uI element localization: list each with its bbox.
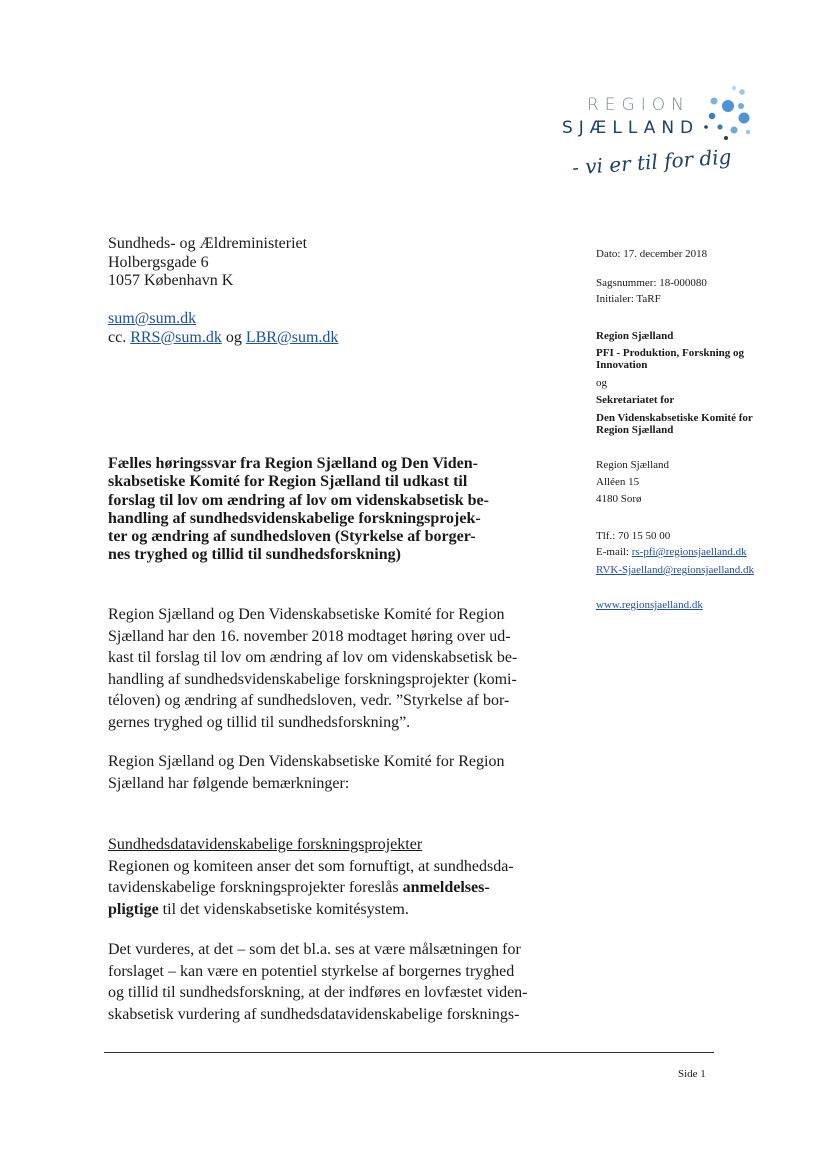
- paragraph-line: gernes tryghed og tillid til sundhedsforskning”.: [108, 713, 411, 731]
- paragraph-line: téloven) og ændring af sundhedsloven, vedr. ”Styrkelse af bor-: [108, 692, 510, 709]
- sidebar-org: Region Sjælland: [596, 330, 674, 342]
- sidebar-addr-city: 4180 Sorø: [596, 493, 642, 505]
- paragraph-2: [108, 751, 578, 794]
- p3-line2-text: tavidenskabelige forskningsprojekter foreslås: [108, 879, 403, 896]
- paragraph-line: [108, 899, 578, 921]
- logo-dots-icon: [700, 82, 760, 144]
- email-cc2-link[interactable]: LBR@sum.dk: [245, 329, 339, 346]
- sidebar-dept-line2: Innovation: [596, 359, 648, 371]
- email-block: [108, 309, 338, 347]
- paragraph-line: skabsetisk vurdering af sundhedsdatavidenskabelige forsknings-: [108, 1005, 520, 1023]
- p3-line3-bold: pligtige: [108, 900, 159, 918]
- logo-sjaelland-text: SJÆLLAND: [562, 118, 700, 138]
- cc-prefix: cc.: [108, 329, 127, 346]
- recipient-city: 1057 København K: [108, 272, 234, 289]
- heading-line: nes tryghed og tillid til sundhedsforskning): [108, 546, 401, 564]
- sidebar-phone: Tlf.: 70 15 50 00: [596, 530, 671, 542]
- paragraph-line: Det vurderes, at det – som det bl.a. ses at være målsætningen for: [108, 941, 521, 958]
- section-sundhedsdata: [108, 834, 578, 920]
- sidebar-email2-link[interactable]: RVK-Sjaelland@regionsjaelland.dk: [596, 564, 755, 576]
- section-subheading: Sundhedsdatavidenskabelige forskningsprojekter: [108, 836, 423, 853]
- paragraph-line: handling af sundhedsvidenskabelige forskningsprojekter (komi-: [108, 670, 517, 688]
- email-cc1-link[interactable]: RRS@sum.dk: [130, 329, 222, 346]
- letter-heading: [108, 455, 578, 565]
- sidebar-date: Dato: 17. december 2018: [596, 248, 708, 260]
- paragraph-line: Regionen og komiteen anser det som fornuftigt, at sundhedsda-: [108, 857, 514, 875]
- heading-line: Fælles høringssvar fra Region Sjælland og Den Viden-: [108, 455, 478, 472]
- sidebar-website-link[interactable]: www.regionsjaelland.dk: [596, 599, 703, 611]
- sidebar-initials: Initialer: TaRF: [596, 293, 661, 305]
- sidebar-case-number: Sagsnummer: 18-000080: [596, 277, 707, 289]
- footer-divider: [104, 1052, 714, 1053]
- sidebar-website-row: [596, 599, 703, 612]
- p3-line2-bold: anmeldelses-: [402, 879, 490, 896]
- logo-tagline: - vi er til for dig: [571, 144, 733, 180]
- email-to-link[interactable]: sum@sum.dk: [108, 310, 197, 327]
- recipient-street: Holbergsgade 6: [108, 253, 209, 271]
- sidebar-addr-name: Region Sjælland: [596, 459, 670, 471]
- p3-line3-text: til det videnskabsetiske komitésystem.: [158, 900, 409, 918]
- heading-line: skabsetiske Komité for Region Sjælland til udkast til: [108, 473, 468, 491]
- paragraph-line: kast til forslag til lov om ændring af lov om videnskabsetisk be-: [108, 649, 518, 666]
- sidebar-email-label: E-mail:: [596, 546, 629, 558]
- heading-line: forslag til lov om ændring af lov om videnskabsetisk be-: [108, 491, 489, 509]
- sidebar-og: og: [596, 377, 607, 389]
- sidebar-secretariat-line2: Den Videnskabsetiske Komité for: [596, 412, 753, 424]
- sidebar-email1-link[interactable]: rs-pfi@regionsjaelland.dk: [631, 546, 747, 558]
- paragraph-line: Sjælland har følgende bemærkninger:: [108, 774, 350, 792]
- cc-joiner: og: [225, 329, 242, 346]
- heading-line: ter og ændring af sundhedsloven (Styrkelse af borger-: [108, 528, 476, 546]
- page-number: Side 1: [678, 1068, 706, 1080]
- paragraph-line: [108, 877, 578, 899]
- recipient-name: Sundheds- og Ældreministeriet: [108, 235, 308, 252]
- sidebar-secretariat-line3: Region Sjælland: [596, 424, 674, 436]
- paragraph-4: [108, 939, 578, 1025]
- paragraph-1: [108, 604, 578, 733]
- heading-line: handling af sundhedsvidenskabelige forskningsprojek-: [108, 509, 481, 527]
- sidebar-addr-street: Alléen 15: [596, 476, 640, 488]
- logo-region-text: REGION: [587, 95, 690, 115]
- sidebar-secretariat-line1: Sekretariatet for: [596, 394, 675, 406]
- paragraph-line: og tillid til sundhedsforskning, at der indføres en lovfæstet viden-: [108, 984, 528, 1001]
- paragraph-line: Region Sjælland og Den Videnskabsetiske Komité for Region: [108, 753, 505, 770]
- recipient-address: [108, 235, 307, 291]
- paragraph-line: forslaget – kan være en potentiel styrkelse af borgernes tryghed: [108, 962, 515, 980]
- paragraph-line: Sjælland har den 16. november 2018 modtaget høring over ud-: [108, 627, 511, 645]
- paragraph-line: Region Sjælland og Den Videnskabsetiske Komité for Region: [108, 606, 505, 623]
- sidebar-dept-line1: PFI - Produktion, Forskning og: [596, 347, 745, 359]
- sidebar-email2-row: [596, 564, 754, 577]
- sidebar-email-row: [596, 546, 747, 559]
